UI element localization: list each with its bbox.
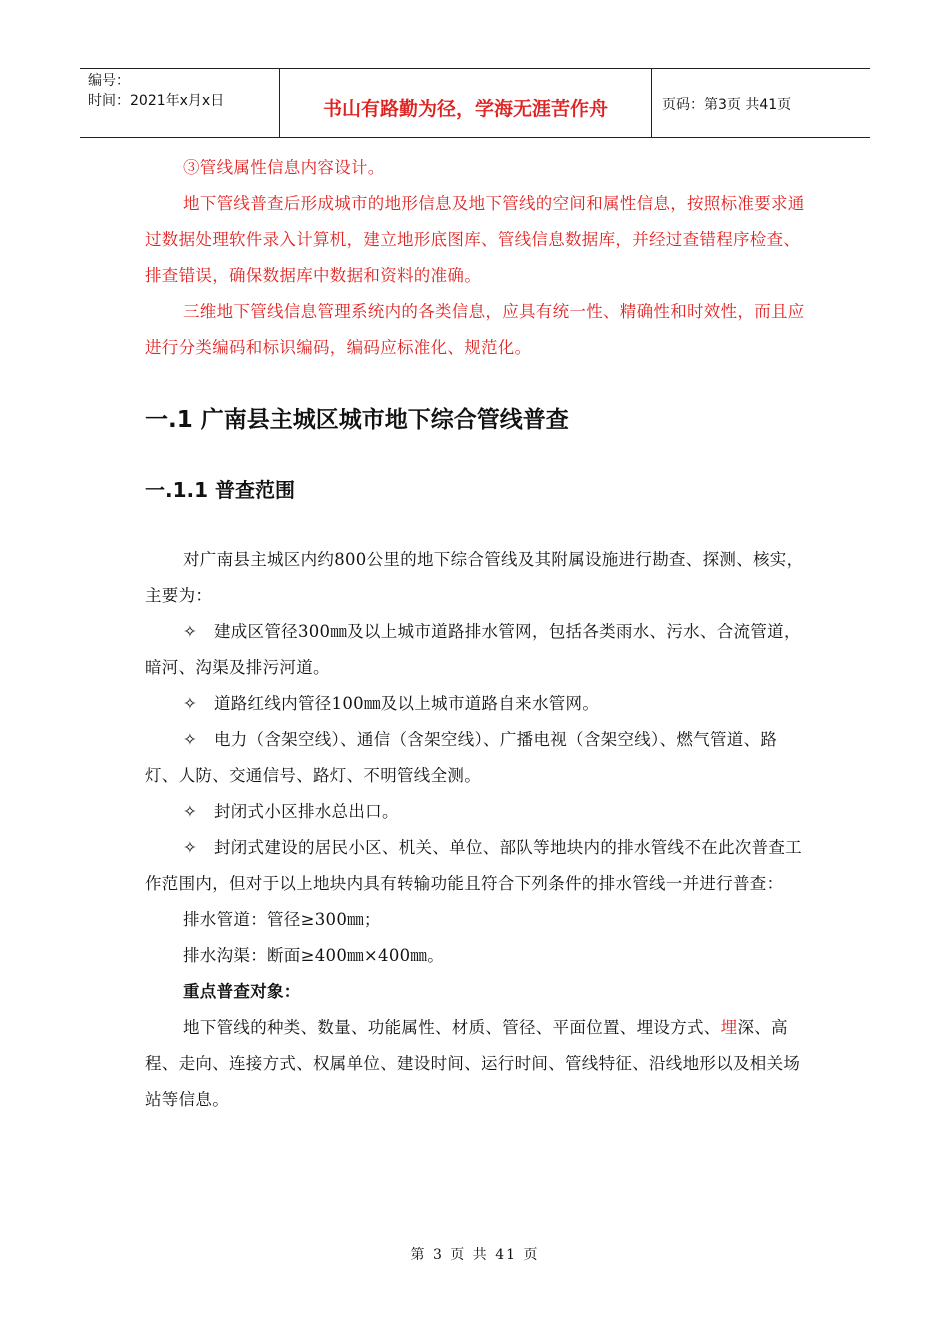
scope-bullet-1 (145, 614, 810, 686)
condition-ditch: 排水沟渠：断面≥400㎜×400㎜。 (183, 946, 445, 965)
bullet-icon: ✧ (183, 802, 198, 821)
bullet-icon: ✧ (183, 730, 198, 749)
bullet-text: 封闭式建设的居民小区、机关、单位、部队等地块内的排水管线不在此次普查工作范围内，但对于以上地块内具有转输功能且符合下列条件的排水管线一并进行普查： (145, 838, 802, 893)
intro-item-3: ③管线属性信息内容设计。 (183, 158, 385, 177)
key-text-part2: 深、高程、走向、连接方式、权属单位、建设时间、运行时间、管线特征、沿线地形以及相关场站等信息。 (145, 1018, 801, 1109)
header-meta (80, 69, 280, 137)
condition-pipe: 排水管道：管径≥300㎜； (183, 910, 381, 929)
bullet-text: 建成区管径300㎜及以上城市道路排水管网，包括各类雨水、污水、合流管道，暗河、沟渠及排污河道。 (145, 622, 801, 677)
bullet-icon: ✧ (183, 838, 198, 857)
key-objects-text (145, 1010, 810, 1118)
date-label: 时间：2021年x月x日 (88, 93, 225, 109)
header-page-info: 页码：第3页 共41页 (662, 97, 792, 113)
document-body (145, 150, 810, 1118)
key-objects-label: 重点普查对象： (183, 982, 301, 1001)
page-footer: 第 3 页 共 41 页 (410, 1247, 540, 1263)
scope-bullet-5 (145, 830, 810, 902)
section-heading: 一.1 广南县主城区城市地下综合管线普查 (145, 407, 569, 433)
intro-paragraph-1: 地下管线普查后形成城市的地形信息及地下管线的空间和属性信息，按照标准要求通过数据处理软件录入计算机，建立地形底图库、管线信息数据库，并经过查错程序检查、排查错误，确保数据库中数据和资料的准确。 (145, 194, 805, 285)
scope-bullet-4 (145, 794, 810, 830)
header-motto: 书山有路勤为径，学海无涯苦作舟 (280, 69, 652, 137)
bullet-text: 电力（含架空线）、通信（含架空线）、广播电视（含架空线）、燃气管道、路灯、人防、交通信号、路灯、不明管线全测。 (145, 730, 778, 785)
key-text-red-char: 埋 (720, 1018, 738, 1037)
key-text-part1: 下管线的种类、数量、功能属性、材质、管径、平面位置、埋设方式、 (199, 1018, 721, 1037)
bullet-text: 道路红线内管径100㎜及以上城市道路自来水管网。 (213, 694, 600, 713)
subsection-heading: 一.1.1 普查范围 (145, 478, 295, 502)
bullet-icon: ✧ (183, 622, 198, 641)
page-header (80, 68, 870, 138)
intro-paragraph-2: 三维地下管线信息管理系统内的各类信息，应具有统一性、精确性和时效性，而且应进行分类编码和标识编码，编码应标准化、规范化。 (145, 302, 805, 357)
code-label: 编号： (88, 73, 130, 89)
bullet-icon: ✧ (183, 694, 198, 713)
scope-bullet-2 (145, 686, 810, 722)
scope-bullet-3 (145, 722, 810, 794)
bullet-text: 封闭式小区排水总出口。 (213, 802, 399, 821)
key-text-first: 地 (183, 1018, 200, 1037)
scope-lead: 对广南县主城区内约800公里的地下综合管线及其附属设施进行勘查、探测、核实，主要为： (145, 550, 804, 605)
